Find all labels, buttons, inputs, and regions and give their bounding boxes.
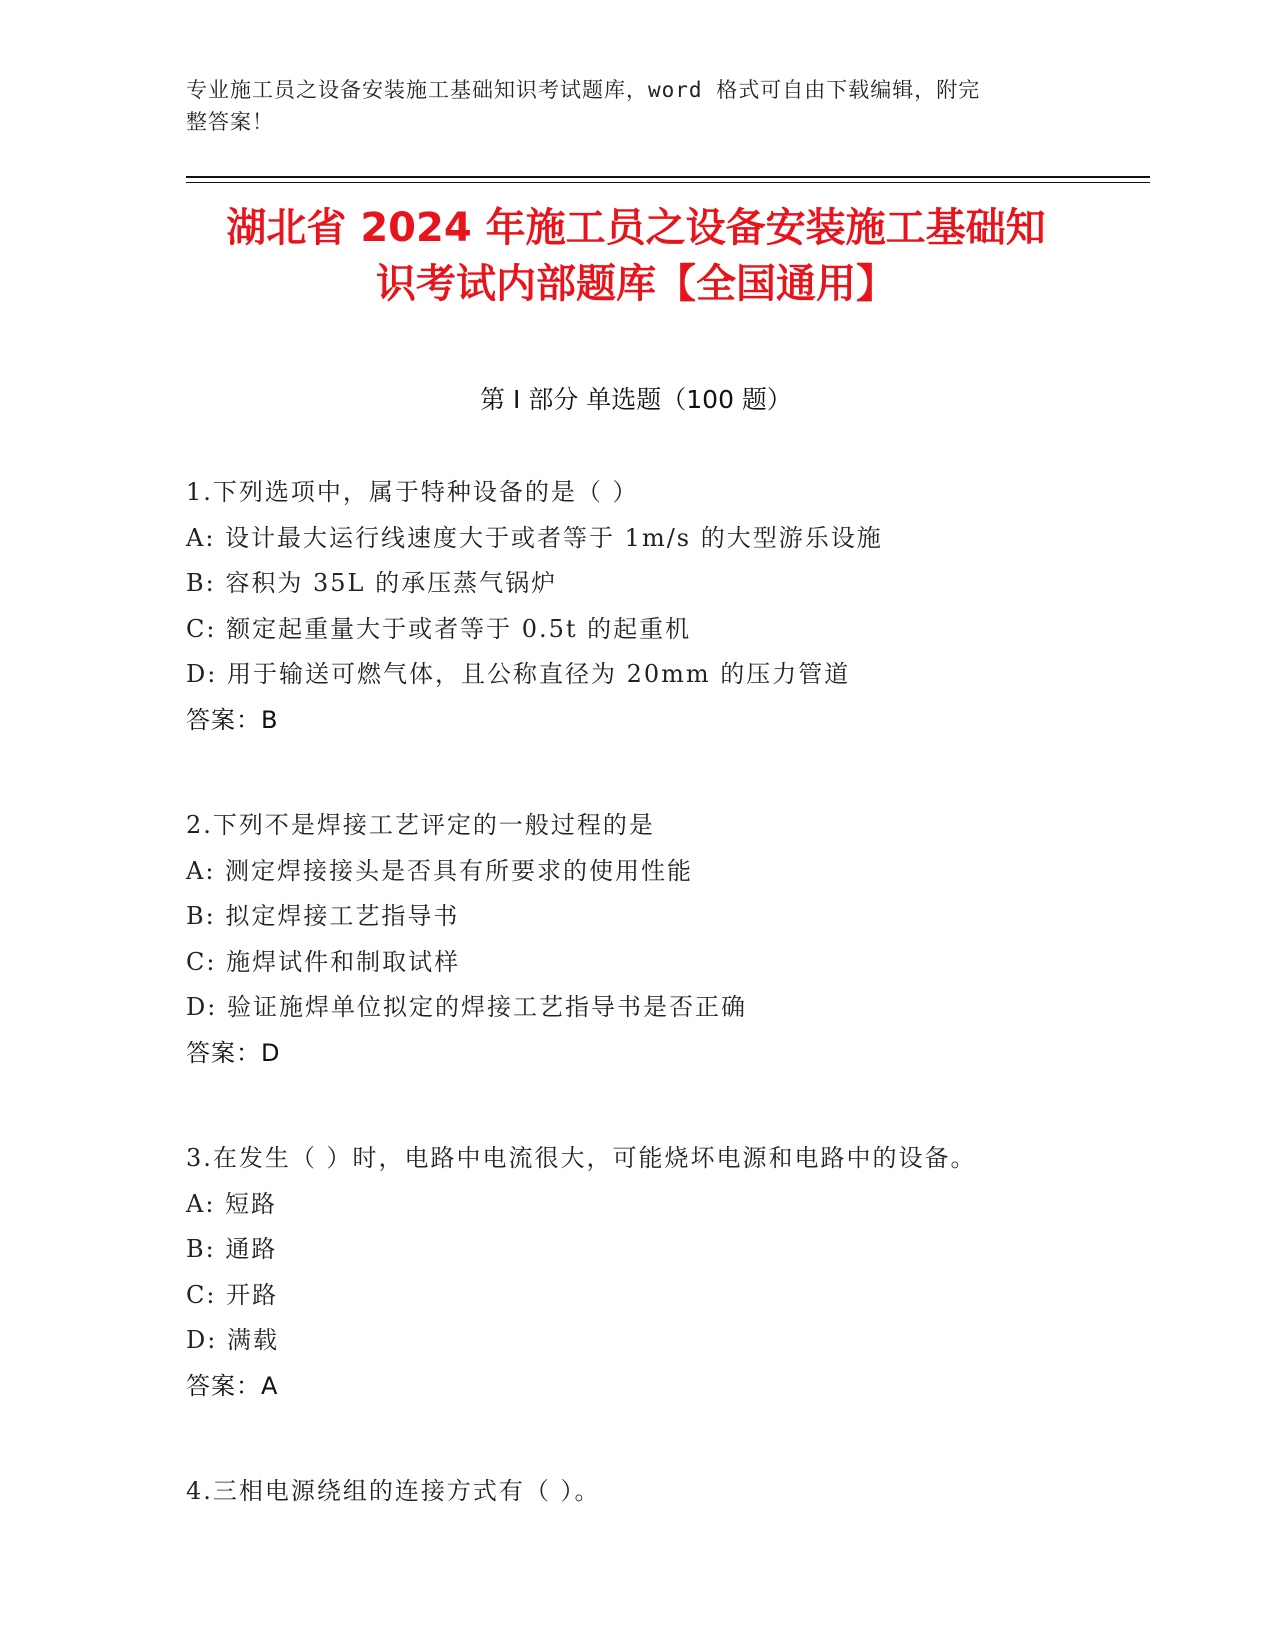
question-list [186,470,1126,1575]
header-note [186,74,1066,138]
option-b: B: 拟定焊接工艺指导书 [186,902,460,930]
header-rule-thick [186,176,1150,178]
question-stem: 1.下列选项中，属于特种设备的是（ ） [186,478,639,506]
option-a: A: 测定焊接接头是否具有所要求的使用性能 [186,856,694,885]
option-a: A: 设计最大运行线速度大于或者等于 1m/s 的大型游乐设施 [186,523,883,552]
option-c: C: 施焊试件和制取试样 [186,947,461,976]
question-4 [186,1469,1126,1515]
option-b: B: 容积为 35L 的承压蒸气锅炉 [186,569,558,597]
question-3 [186,1136,1126,1409]
option-d: D: 验证施焊单位拟定的焊接工艺指导书是否正确 [186,993,747,1021]
section-title: 第 I 部分 单选题（100 题） [480,385,792,414]
option-c: C: 额定起重量大于或者等于 0.5t 的起重机 [186,614,692,643]
document-title-line-1: 湖北省 2024 年施工员之设备安装施工基础知 [226,205,1046,251]
option-c: C: 开路 [186,1280,279,1309]
answer: 答案：A [186,1371,279,1400]
header-note-line-1: 专业施工员之设备安装施工基础知识考试题库，word 格式可自由下载编辑，附完 [186,78,981,102]
document-title-line-2: 识考试内部题库【全国通用】 [376,261,896,307]
option-d: D: 满载 [186,1326,279,1354]
question-stem: 2.下列不是焊接工艺评定的一般过程的是 [186,811,655,839]
answer: 答案：B [186,705,279,734]
option-d: D: 用于输送可燃气体，且公称直径为 20mm 的压力管道 [186,660,851,688]
question-1 [186,470,1126,743]
option-b: B: 通路 [186,1235,278,1263]
answer: 答案：D [186,1038,281,1067]
question-stem: 3.在发生（ ）时，电路中电流很大，可能烧坏电源和电路中的设备。 [186,1144,977,1172]
option-a: A: 短路 [186,1189,278,1218]
question-2 [186,803,1126,1076]
header-rule-thin [186,182,1150,183]
header-note-line-2: 整答案！ [186,110,274,134]
document-title [186,200,1086,312]
question-stem: 4.三相电源绕组的连接方式有（ ）。 [186,1477,601,1505]
